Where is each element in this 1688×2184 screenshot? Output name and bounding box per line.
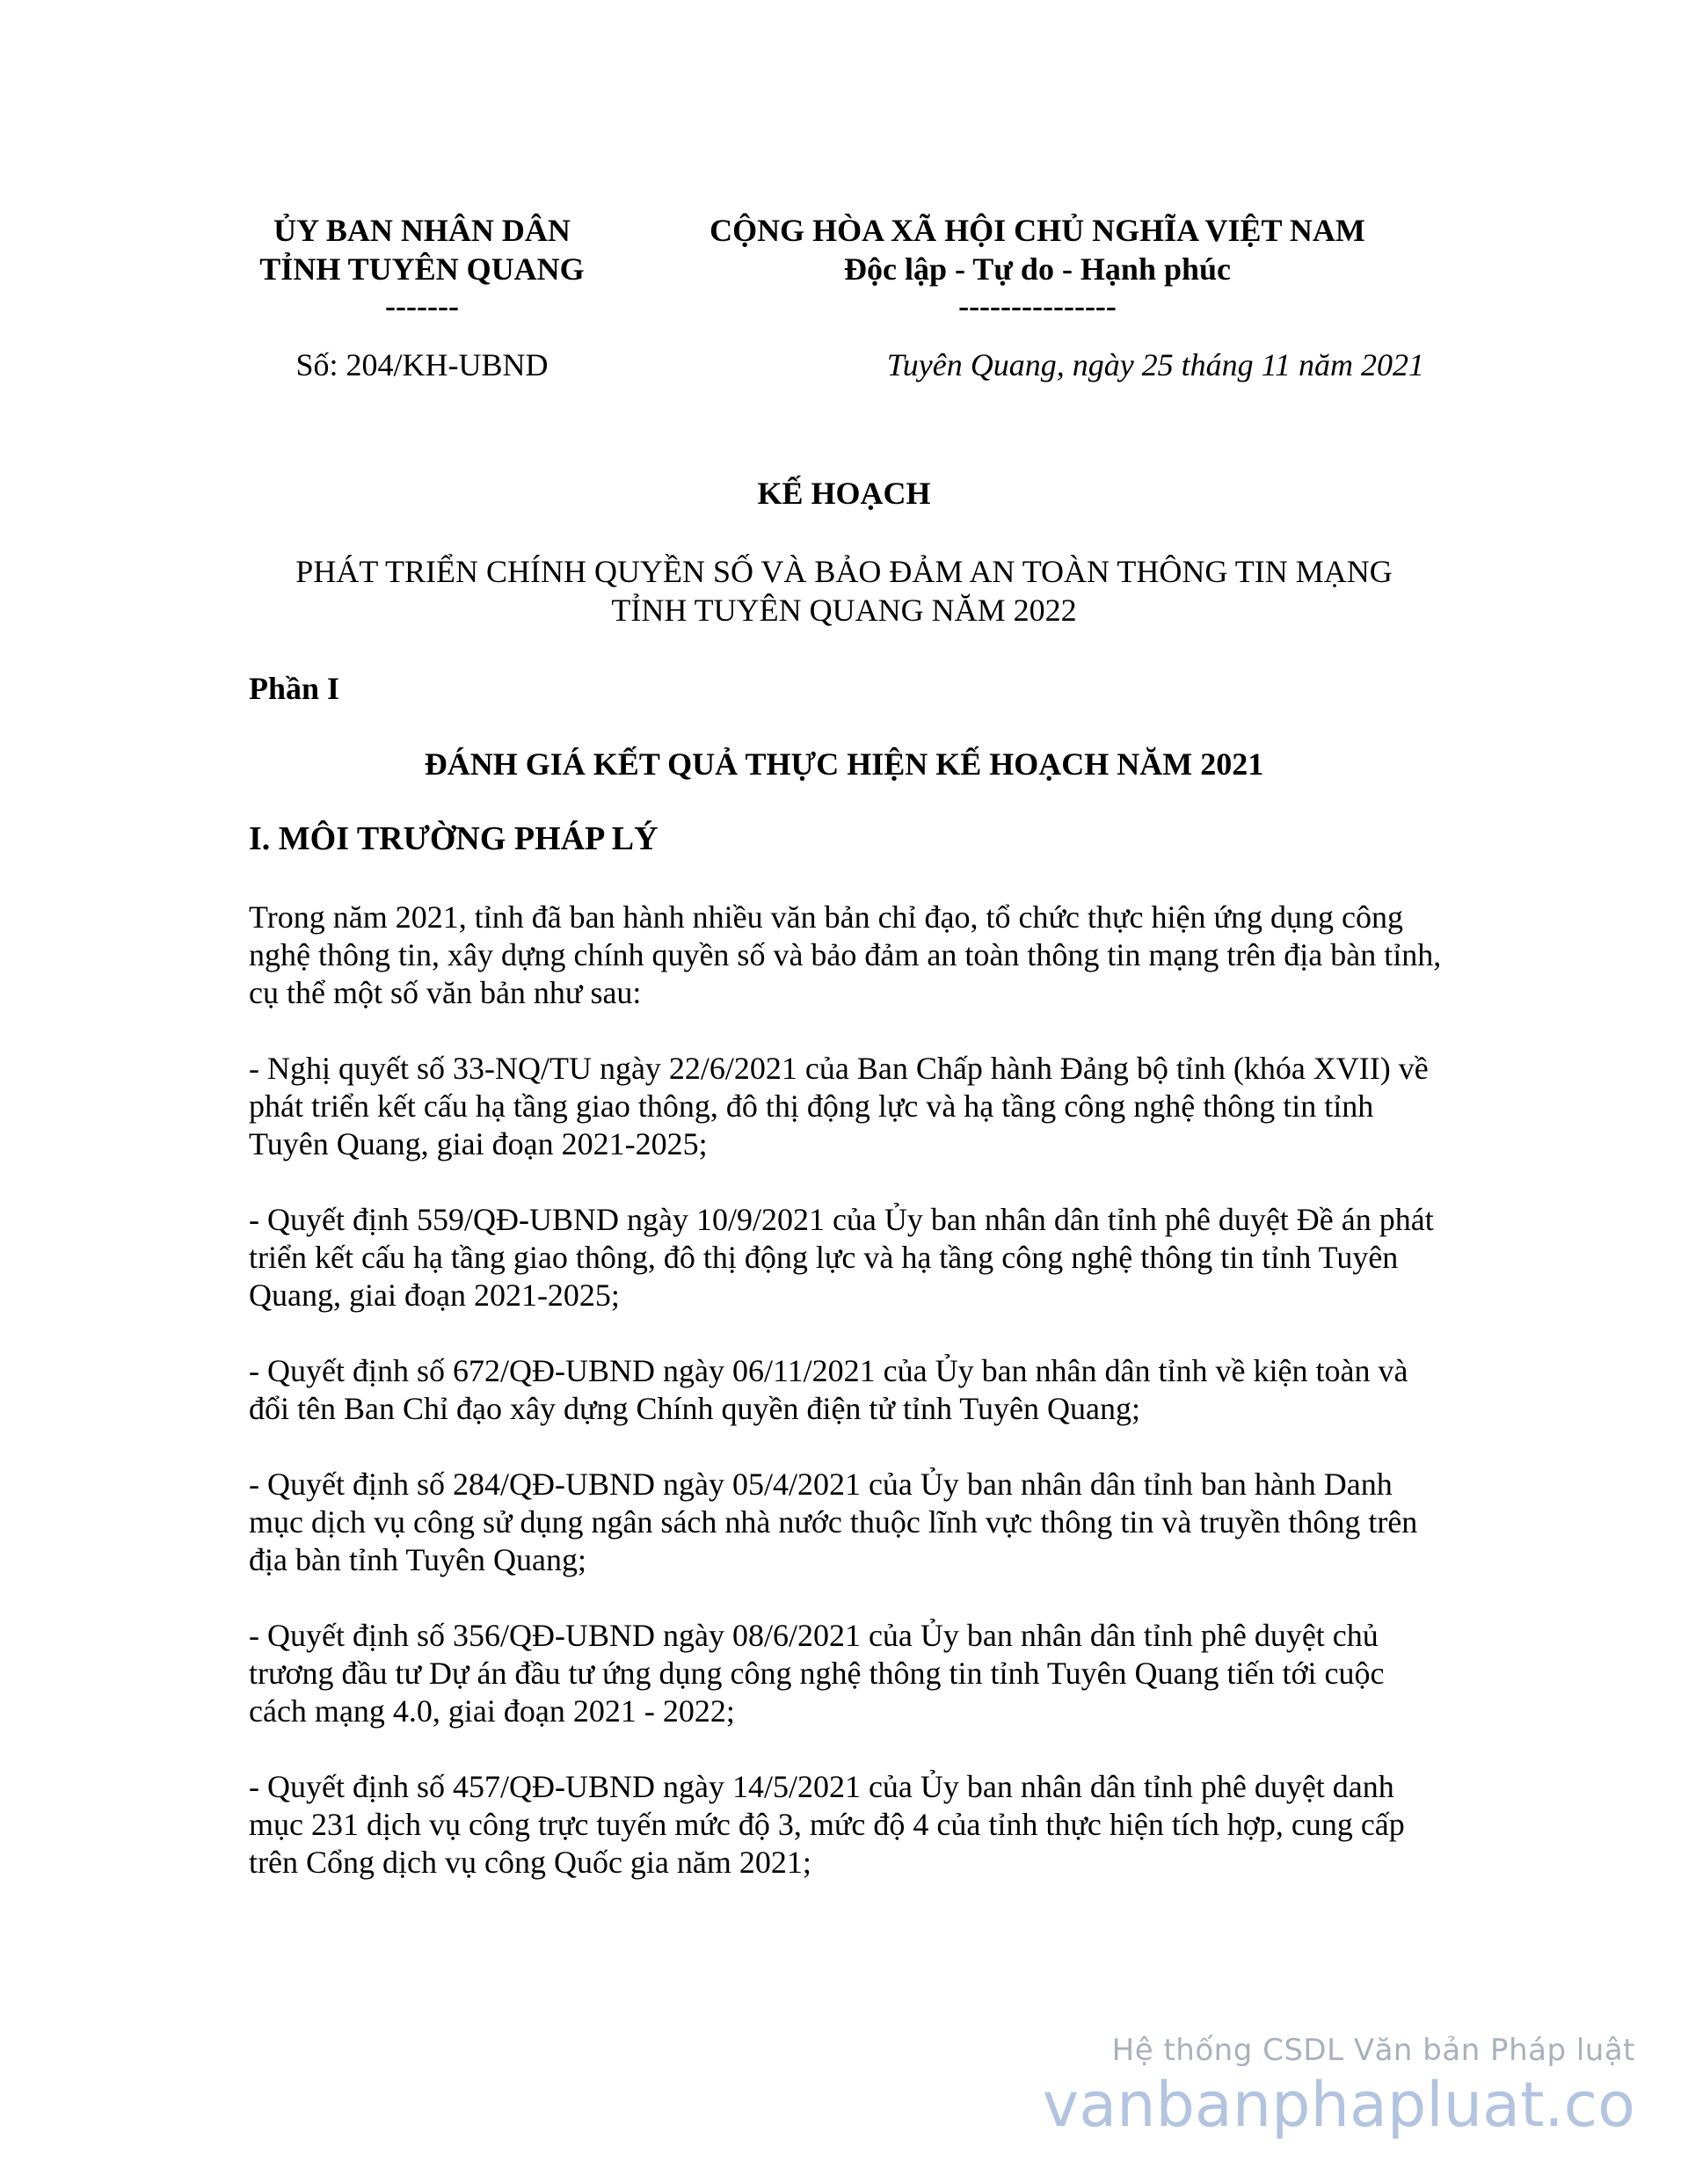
agency-separator: ------- <box>385 288 459 324</box>
paragraph-item: - Nghị quyết số 33-NQ/TU ngày 22/6/2021 của Ban Chấp hành Đảng bộ tỉnh (khóa XVII) về phát triển kết cấu hạ tầng giao thông, đô thị động lực và hạ tầng công nghệ thông tin tỉnh Tuyên Quang, giai đoạn 2021-2025; <box>249 1051 1429 1161</box>
watermark <box>1043 2033 1635 2140</box>
document-subtitle <box>211 552 1477 630</box>
motto-separator: --------------- <box>958 288 1117 324</box>
agency-line-2: TỈNH TUYÊN QUANG <box>259 251 585 287</box>
country-name: CỘNG HÒA XÃ HỘI CHỦ NGHĨA VIỆT NAM <box>709 213 1365 248</box>
paragraph-item: - Quyết định số 356/QĐ-UBND ngày 08/6/2021 của Ủy ban nhân dân tỉnh phê duyệt chủ trương đầu tư Dự án đầu tư ứng dụng công nghệ thông tin tỉnh Tuyên Quang tiến tới cuộc cách mạng 4.0, giai đoạn 2021 - 2022; <box>249 1618 1385 1729</box>
agency-line-1: ỦY BAN NHÂN DÂN <box>273 213 571 248</box>
subtitle-line-2: TỈNH TUYÊN QUANG NĂM 2022 <box>611 593 1077 628</box>
watermark-caption: Hệ thống CSDL Văn bản Pháp luật <box>1111 2033 1635 2068</box>
document-number: Số: 204/KH-UBND <box>295 347 549 382</box>
issuing-agency <box>237 211 607 324</box>
watermark-site: vanbanphapluat.co <box>1042 2069 1635 2141</box>
paragraph-item: - Quyết định số 672/QĐ-UBND ngày 06/11/2021 của Ủy ban nhân dân tỉnh về kiện toàn và đổi tên Ban Chỉ đạo xây dựng Chính quyền điện tử tỉnh Tuyên Quang; <box>249 1353 1408 1426</box>
paragraph-item: - Quyết định 559/QĐ-UBND ngày 10/9/2021 của Ủy ban nhân dân tỉnh phê duyệt Đề án phát triển kết cấu hạ tầng giao thông, đô thị động lực và hạ tầng công nghệ thông tin tỉnh Tuyên Quang, giai đoạn 2021-2025; <box>249 1202 1434 1313</box>
section-title: I. MÔI TRƯỜNG PHÁP LÝ <box>249 820 658 857</box>
national-motto <box>651 211 1424 324</box>
subtitle-line-1: PHÁT TRIỂN CHÍNH QUYỀN SỐ VÀ BẢO ĐẢM AN TOÀN THÔNG TIN MẠNG <box>295 554 1393 589</box>
part-label: Phần I <box>249 671 340 706</box>
paragraph-intro: Trong năm 2021, tỉnh đã ban hành nhiều văn bản chỉ đạo, tổ chức thực hiện ứng dụng công nghệ thông tin, xây dựng chính quyền số và bảo đảm an toàn thông tin mạng trên địa bàn tỉnh, cụ thể một số văn bản như sau: <box>249 899 1442 1010</box>
document-title: KẾ HOẠCH <box>757 476 931 511</box>
document-date: Tuyên Quang, ngày 25 tháng 11 năm 2021 <box>886 347 1424 382</box>
paragraph-item: - Quyết định số 284/QĐ-UBND ngày 05/4/2021 của Ủy ban nhân dân tỉnh ban hành Danh mục dịch vụ công sử dụng ngân sách nhà nước thuộc lĩnh vực thông tin và truyền thông trên địa bàn tỉnh Tuyên Quang; <box>249 1467 1418 1577</box>
body-text <box>249 899 1444 1919</box>
motto: Độc lập - Tự do - Hạnh phúc <box>843 251 1232 287</box>
part-title: ĐÁNH GIÁ KẾT QUẢ THỰC HIỆN KẾ HOẠCH NĂM 2021 <box>424 746 1264 782</box>
paragraph-item: - Quyết định số 457/QĐ-UBND ngày 14/5/2021 của Ủy ban nhân dân tỉnh phê duyệt danh mục 231 dịch vụ công trực tuyến mức độ 3, mức độ 4 của tỉnh thực hiện tích hợp, cung cấp trên Cổng dịch vụ công Quốc gia năm 2021; <box>249 1769 1405 1880</box>
